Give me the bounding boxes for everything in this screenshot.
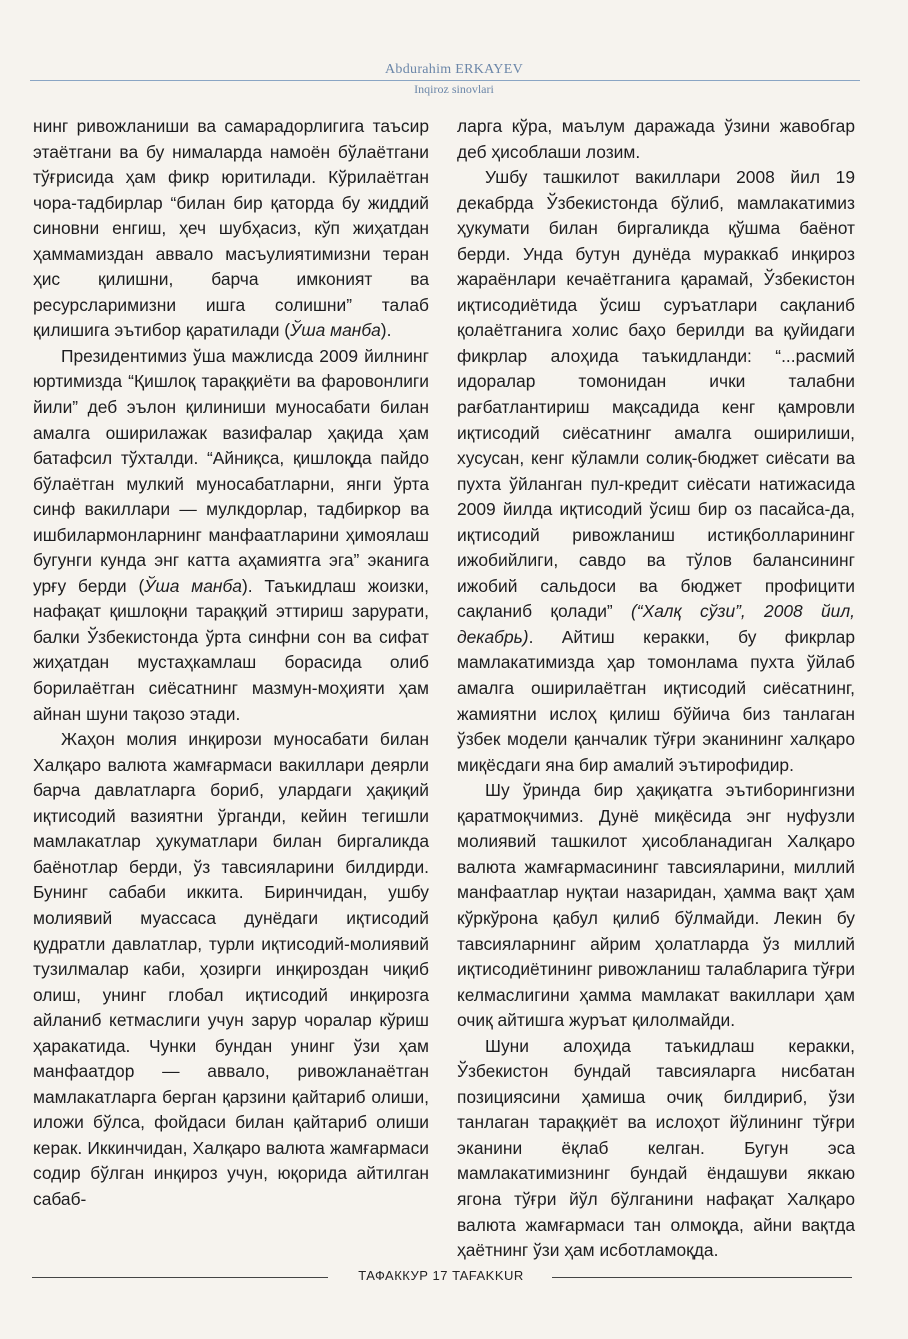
paragraph: Шуни алоҳида таъкидлаш керакки, Ўзбекистон бундай тавсияларга нисбатан позициясини ҳамиша очиқ билдириб, ўзи танлаган тараққиёт ва ислоҳот йўлининг тўғри эканини ёқлаб келган. Бугун эса мамлакатимизнинг бундай ёндашуви яккаю ягона тўғри йўл бўлганини нафақат Халқаро валюта жамғармаси тан олмоқда, айни вақтда ҳаётнинг ўзи ҳам исботламоқда. <box>457 1035 855 1261</box>
paragraph: Жаҳон молия инқирози муносабати билан Халқаро валюта жамғармаси вакиллари деярли барча давлатларга бориб, улардаги ҳақиқий иқтисодий вазиятни ўрганди, кейин тегишли мамлакатлар ҳукуматлари билан биргаликда баёнотлар берди, ўз тавсияларини билдирди. Бунинг сабаби иккита. Биринчидан, ушбу молиявий муассаса дунёдаги иқтисодий қудратли давлатлар, турли иқтисодий-молиявий тузилмалар каби, ҳозирги инқироздан чиқиб олиш, унинг глобал иқтисодий инқирозга айланиб кетмаслиги учун зарур чоралар кўриш ҳаракатида. Чунки бундан унинг ўзи ҳам манфаатдор — аввало, ривожланаётган мамлакатларга берган қарзини қайтариб олиши, иложи бўлса, фойдаси билан қайтариб олиши керак. Иккинчидан, Халқаро валюта жамғармаси содир бўлган инқироз учун, юқорида айтилган сабаб- <box>33 729 429 1209</box>
paragraph <box>457 165 855 778</box>
paragraph-text: нинг ривожланиши ва самарадорлигига таъсир этаётгани ва бу нималарда намоён бўлаётгани тўғрисида ҳам фикр юритилади. Кўрилаётган чора-тадбирлар “билан бир қаторда бу жиддий синовни енгиш, ҳеч шубҳасиз, кўп жиҳатдан ҳаммамиздан аввало масъулиятимизни теран ҳис қилишни, барча имконият ва ресурсларимизни ишга солишни” талаб қилишига эътибор қаратилади ( <box>33 116 429 341</box>
paragraph-text: ). <box>380 320 392 341</box>
source-citation: Ўша манба <box>290 320 381 341</box>
right-column <box>457 114 855 1264</box>
footer-label: ТАФАККУР 17 TAFAKKUR <box>358 1268 524 1283</box>
footer-rule-right <box>552 1277 852 1278</box>
paragraph <box>33 344 429 727</box>
paragraph-text: Ушбу ташкилот вакиллари 2008 йил 19 декабрда Ўзбекистонда бўлиб, мамлакатимиз ҳукумати билан биргаликда қўшма баёнот берди. Унда бутун дунёда мураккаб инқироз жараёнлари кечаётганига қарамай, Ўзбекистон иқтисодиётида ўсиш суръатлари сақланиб қолаётганига холис баҳо берилди ва қуйидаги фикрлар алоҳида таъкидланди: “...расмий идоралар томонидан ички талабни рағбатлантириш мақсадида кенг қамровли иқтисодий сиёсатнинг амалга оширилиши, хусусан, кенг кўламли солиқ-бюджет сиёсати ва пухта ўйланган пул-кредит сиёсати натижасида 2009 йилда иқтисодий ўсиш бир оз пасайса-да, иқтисодий ривожланиш истиқболларининг ижобийлиги, савдо ва тўлов балансининг ижобий сальдоси ва бюджет профицити сақланиб қолади” <box>457 167 855 622</box>
paragraph-text: ). Таъкидлаш жоизки, нафақат қишлоқни тараққий эттириш зарурати, балки Ўзбекистонда ўрта синфни сон ва сифат жиҳатдан мустаҳкамлаш борасида олиб борилаётган сиёсатнинг мазмун-моҳияти ҳам айнан шуни тақозо этади. <box>33 575 429 724</box>
paragraph-text: Президентимиз ўша мажлисда 2009 йилнинг юртимизда “Қишлоқ тараққиёти ва фаровонлиги йили” деб эълон қилиниши муносабати билан амалга оширилажак вазифалар ҳақида ҳам батафсил тўхталди. “Айниқса, қишлоқда пайдо бўлаётган мулкий муносабатларни, янги ўрта синф вакиллари — мулкдорлар, тадбиркор ва ишбилармонларнинг манфаатларини ҳимоялаш бугунги кунда энг катта аҳамиятга эга” эканига урғу берди ( <box>33 345 429 596</box>
paragraph <box>33 114 429 344</box>
header-rule <box>30 80 860 81</box>
paragraph-text: . Айтиш керакки, бу фикрлар мамлакатимизда ҳар томонлама пухта ўйлаб амалга оширилаётган иқтисодий сиёсатнинг, жамиятни ислоҳ қилиш бўйича биз танлаган ўзбек модели қанчалик тўғри эканининг халқаро миқёсдаги яна бир амалий эътирофидир. <box>457 626 855 775</box>
paragraph: Шу ўринда бир ҳақиқатга эътиборингизни қаратмоқчимиз. Дунё миқёсида энг нуфузли молиявий ташкилот ҳисобланадиган Халқаро валюта жамғармасининг тавсияларини, миллий манфаатлар нуқтаи назаридан, ҳамма вақт ҳам кўркўрона қабул қилиб бўлмайди. Лекин бу тавсияларнинг айрим ҳолатларда ўз миллий иқтисодиётининг ривожланиш талабларига тўғри келмаслигини ҳамма мамлакат вакиллари ҳам очиқ айтишга журъат қилолмайди. <box>457 780 855 1031</box>
running-header <box>0 62 908 97</box>
footer-rule-left <box>32 1277 328 1278</box>
header-author: Abdurahim ERKAYEV <box>385 62 523 77</box>
source-citation: Ўша манба <box>144 575 242 596</box>
paragraph: ларга кўра, маълум даражада ўзини жавобгар деб ҳисоблаши лозим. <box>457 116 855 162</box>
header-subtitle: Inqiroz sinovlari <box>414 82 494 96</box>
left-column <box>33 114 429 1213</box>
page-footer <box>0 1266 908 1288</box>
source-citation: (“Халқ сўзи”, 2008 йил, декабрь) <box>457 601 855 647</box>
